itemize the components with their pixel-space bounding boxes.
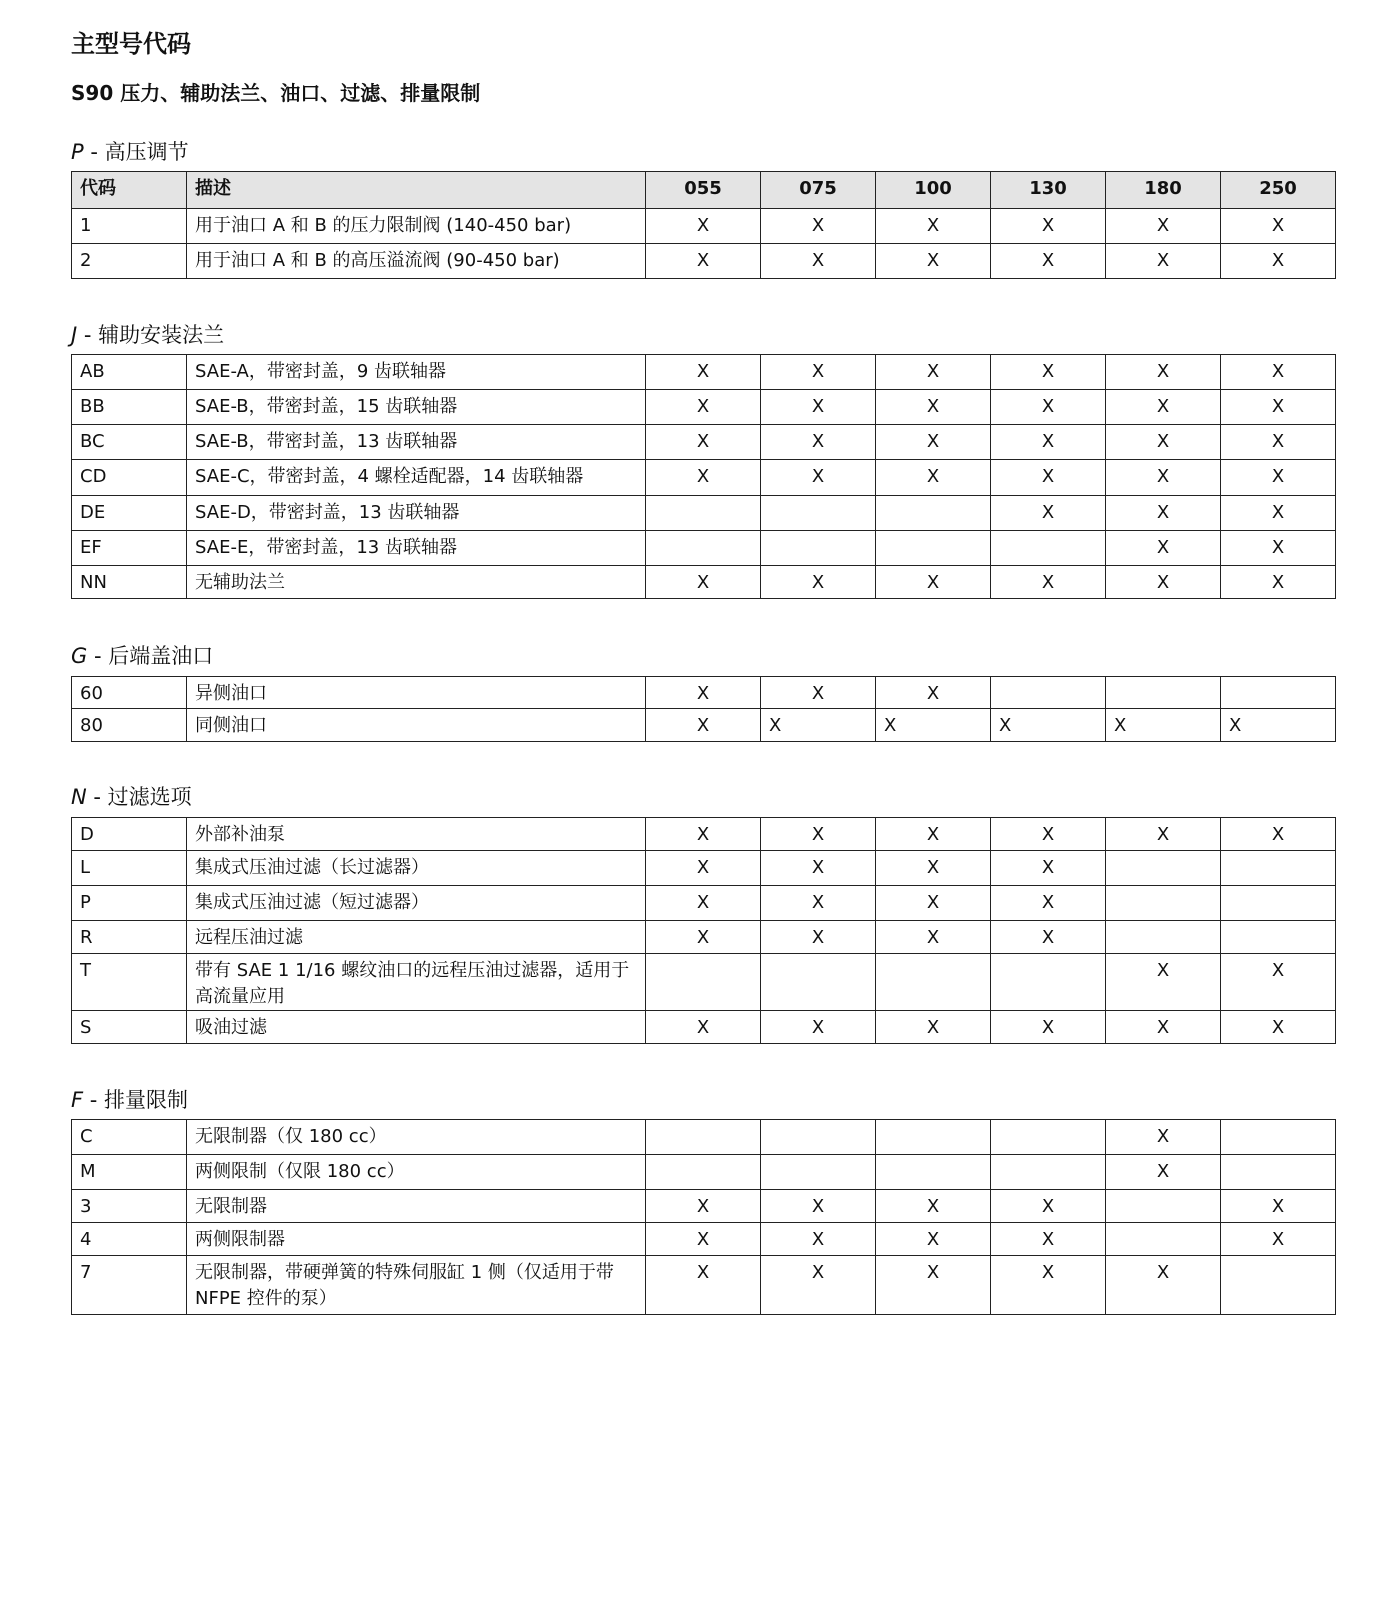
- cell-availability-180: [1106, 1190, 1221, 1223]
- cell-description: 两侧限制器: [187, 1223, 646, 1256]
- cell-availability-180: [1106, 677, 1221, 709]
- cell-availability-130: X: [991, 1190, 1106, 1223]
- cell-availability-180: [1106, 1223, 1221, 1256]
- cell-availability-075: X: [761, 209, 876, 244]
- cell-availability-055: X: [646, 1223, 761, 1256]
- cell-availability-130: X: [991, 1011, 1106, 1044]
- cell-availability-130: X: [991, 709, 1106, 742]
- section-code-letter: F: [71, 1088, 84, 1112]
- cell-availability-075: [761, 1155, 876, 1190]
- cell-code: 3: [72, 1190, 187, 1223]
- cell-availability-100: [876, 1120, 991, 1155]
- cell-availability-250: X: [1221, 954, 1336, 1011]
- cell-availability-055: [646, 531, 761, 566]
- cell-availability-075: X: [761, 1223, 876, 1256]
- cell-availability-180: X: [1106, 1120, 1221, 1155]
- cell-availability-075: X: [761, 851, 876, 886]
- cell-availability-130: [991, 677, 1106, 709]
- cell-availability-180: X: [1106, 496, 1221, 531]
- cell-availability-075: X: [761, 709, 876, 742]
- cell-code: T: [72, 954, 187, 1011]
- cell-availability-180: X: [1106, 425, 1221, 460]
- cell-availability-055: [646, 496, 761, 531]
- cell-availability-250: [1221, 886, 1336, 921]
- header-size-075: 075: [761, 172, 876, 209]
- table-row: [72, 496, 1336, 531]
- cell-availability-100: [876, 954, 991, 1011]
- cell-availability-075: X: [761, 390, 876, 425]
- cell-availability-075: X: [761, 460, 876, 496]
- cell-availability-250: X: [1221, 818, 1336, 851]
- cell-availability-250: X: [1221, 460, 1336, 496]
- header-size-180: 180: [1106, 172, 1221, 209]
- section-heading-g: [71, 640, 213, 670]
- cell-description: 吸油过滤: [187, 1011, 646, 1044]
- cell-availability-250: X: [1221, 355, 1336, 390]
- section-code-letter: G: [71, 644, 88, 668]
- cell-code: NN: [72, 566, 187, 599]
- cell-code: 1: [72, 209, 187, 244]
- cell-availability-180: [1106, 851, 1221, 886]
- cell-availability-250: X: [1221, 1190, 1336, 1223]
- section-title: 高压调节: [104, 140, 189, 164]
- table-row: [72, 677, 1336, 709]
- cell-availability-100: X: [876, 818, 991, 851]
- header-size-100: 100: [876, 172, 991, 209]
- cell-availability-180: X: [1106, 818, 1221, 851]
- cell-code: D: [72, 818, 187, 851]
- section-heading-p: [71, 136, 189, 166]
- cell-description: 异侧油口: [187, 677, 646, 709]
- cell-availability-250: X: [1221, 709, 1336, 742]
- cell-availability-100: X: [876, 709, 991, 742]
- cell-code: 60: [72, 677, 187, 709]
- cell-availability-180: X: [1106, 1256, 1221, 1315]
- cell-availability-250: [1221, 1155, 1336, 1190]
- section-heading-f: [71, 1084, 188, 1114]
- cell-availability-075: X: [761, 818, 876, 851]
- cell-availability-250: X: [1221, 1223, 1336, 1256]
- cell-availability-075: X: [761, 425, 876, 460]
- section-title: 后端盖油口: [108, 644, 214, 668]
- cell-availability-100: X: [876, 390, 991, 425]
- cell-availability-100: [876, 531, 991, 566]
- cell-description: SAE-A，带密封盖，9 齿联轴器: [187, 355, 646, 390]
- cell-availability-180: X: [1106, 460, 1221, 496]
- table-row: [72, 921, 1336, 954]
- cell-availability-130: X: [991, 921, 1106, 954]
- cell-description: SAE-B，带密封盖，15 齿联轴器: [187, 390, 646, 425]
- options-table-g: [71, 676, 1336, 742]
- cell-availability-100: [876, 496, 991, 531]
- cell-availability-075: X: [761, 1011, 876, 1044]
- header-size-055: 055: [646, 172, 761, 209]
- cell-description: 远程压油过滤: [187, 921, 646, 954]
- cell-availability-100: X: [876, 677, 991, 709]
- cell-availability-180: X: [1106, 531, 1221, 566]
- section-title: 过滤选项: [107, 785, 192, 809]
- cell-availability-250: X: [1221, 425, 1336, 460]
- table-row: [72, 460, 1336, 496]
- cell-availability-180: X: [1106, 709, 1221, 742]
- cell-availability-055: [646, 1120, 761, 1155]
- cell-availability-250: X: [1221, 244, 1336, 279]
- section-separator: -: [83, 140, 105, 164]
- cell-code: 80: [72, 709, 187, 742]
- cell-code: 4: [72, 1223, 187, 1256]
- cell-availability-130: X: [991, 1223, 1106, 1256]
- cell-availability-055: X: [646, 921, 761, 954]
- cell-availability-075: X: [761, 886, 876, 921]
- cell-code: S: [72, 1011, 187, 1044]
- cell-description: SAE-D，带密封盖，13 齿联轴器: [187, 496, 646, 531]
- cell-availability-075: X: [761, 921, 876, 954]
- cell-availability-130: X: [991, 496, 1106, 531]
- table-row: [72, 1223, 1336, 1256]
- cell-availability-075: [761, 954, 876, 1011]
- cell-availability-055: X: [646, 886, 761, 921]
- cell-code: AB: [72, 355, 187, 390]
- cell-availability-100: [876, 1155, 991, 1190]
- cell-availability-180: X: [1106, 209, 1221, 244]
- cell-availability-055: X: [646, 1256, 761, 1315]
- cell-description: SAE-C，带密封盖，4 螺栓适配器，14 齿联轴器: [187, 460, 646, 496]
- header-size-130: 130: [991, 172, 1106, 209]
- table-row: [72, 709, 1336, 742]
- cell-code: L: [72, 851, 187, 886]
- section-title: 排量限制: [104, 1088, 189, 1112]
- cell-availability-180: X: [1106, 244, 1221, 279]
- header-code: 代码: [72, 172, 187, 209]
- page-subtitle: S90 压力、辅助法兰、油口、过滤、排量限制: [71, 81, 481, 105]
- cell-availability-130: [991, 1120, 1106, 1155]
- cell-code: 2: [72, 244, 187, 279]
- cell-availability-130: X: [991, 390, 1106, 425]
- options-table-n: [71, 817, 1336, 1044]
- cell-availability-250: [1221, 1256, 1336, 1315]
- table-row: [72, 886, 1336, 921]
- cell-availability-075: [761, 1120, 876, 1155]
- cell-availability-130: X: [991, 818, 1106, 851]
- cell-availability-180: X: [1106, 355, 1221, 390]
- cell-availability-075: X: [761, 244, 876, 279]
- options-table-j: [71, 354, 1336, 599]
- table-row: [72, 1190, 1336, 1223]
- cell-availability-130: X: [991, 244, 1106, 279]
- cell-description: 集成式压油过滤（长过滤器）: [187, 851, 646, 886]
- cell-description: 两侧限制（仅限 180 cc）: [187, 1155, 646, 1190]
- cell-availability-180: [1106, 921, 1221, 954]
- cell-availability-055: X: [646, 355, 761, 390]
- table-row: [72, 1155, 1336, 1190]
- cell-availability-130: X: [991, 460, 1106, 496]
- cell-availability-055: X: [646, 709, 761, 742]
- cell-availability-075: [761, 531, 876, 566]
- cell-code: BB: [72, 390, 187, 425]
- cell-availability-055: X: [646, 244, 761, 279]
- section-title: 辅助安装法兰: [98, 323, 225, 347]
- section-heading-n: [71, 781, 192, 811]
- cell-availability-250: [1221, 921, 1336, 954]
- cell-description: 无辅助法兰: [187, 566, 646, 599]
- table-header-row: [72, 172, 1336, 209]
- cell-availability-250: X: [1221, 390, 1336, 425]
- cell-availability-130: X: [991, 886, 1106, 921]
- cell-availability-100: X: [876, 566, 991, 599]
- cell-availability-055: X: [646, 1190, 761, 1223]
- cell-availability-130: X: [991, 566, 1106, 599]
- cell-availability-130: X: [991, 851, 1106, 886]
- cell-availability-180: [1106, 886, 1221, 921]
- cell-description: 带有 SAE 1 1/16 螺纹油口的远程压油过滤器，适用于高流量应用: [187, 954, 646, 1011]
- cell-availability-180: X: [1106, 390, 1221, 425]
- section-code-letter: N: [71, 785, 87, 809]
- cell-availability-250: X: [1221, 566, 1336, 599]
- table-row: [72, 1011, 1336, 1044]
- cell-availability-180: X: [1106, 1011, 1221, 1044]
- cell-availability-055: [646, 1155, 761, 1190]
- cell-availability-075: X: [761, 566, 876, 599]
- table-row: [72, 1120, 1336, 1155]
- cell-availability-180: X: [1106, 1155, 1221, 1190]
- table-row: [72, 954, 1336, 1011]
- table-row: [72, 531, 1336, 566]
- cell-availability-055: [646, 954, 761, 1011]
- cell-availability-055: X: [646, 209, 761, 244]
- cell-availability-250: X: [1221, 496, 1336, 531]
- table-row: [72, 851, 1336, 886]
- table-row: [72, 566, 1336, 599]
- cell-availability-100: X: [876, 886, 991, 921]
- cell-description: 外部补油泵: [187, 818, 646, 851]
- cell-availability-100: X: [876, 460, 991, 496]
- cell-availability-055: X: [646, 1011, 761, 1044]
- cell-availability-055: X: [646, 460, 761, 496]
- cell-availability-100: X: [876, 851, 991, 886]
- cell-code: P: [72, 886, 187, 921]
- cell-availability-075: X: [761, 1256, 876, 1315]
- cell-availability-055: X: [646, 818, 761, 851]
- header-size-250: 250: [1221, 172, 1336, 209]
- cell-availability-250: [1221, 1120, 1336, 1155]
- cell-availability-130: X: [991, 209, 1106, 244]
- cell-availability-130: [991, 954, 1106, 1011]
- cell-availability-075: X: [761, 677, 876, 709]
- cell-availability-100: X: [876, 244, 991, 279]
- cell-description: 用于油口 A 和 B 的压力限制阀 (140-450 bar): [187, 209, 646, 244]
- cell-availability-250: X: [1221, 531, 1336, 566]
- cell-description: 无限制器，带硬弹簧的特殊伺服缸 1 侧（仅适用于带 NFPE 控件的泵）: [187, 1256, 646, 1315]
- table-row: [72, 244, 1336, 279]
- cell-availability-180: X: [1106, 954, 1221, 1011]
- cell-availability-100: X: [876, 355, 991, 390]
- cell-description: SAE-E，带密封盖，13 齿联轴器: [187, 531, 646, 566]
- options-table-p: [71, 171, 1336, 279]
- section-code-letter: J: [71, 323, 78, 347]
- cell-availability-250: [1221, 677, 1336, 709]
- cell-availability-100: X: [876, 1256, 991, 1315]
- section-separator: -: [83, 1088, 105, 1112]
- cell-description: SAE-B，带密封盖，13 齿联轴器: [187, 425, 646, 460]
- table-row: [72, 818, 1336, 851]
- cell-code: EF: [72, 531, 187, 566]
- cell-code: M: [72, 1155, 187, 1190]
- table-row: [72, 1256, 1336, 1315]
- cell-code: C: [72, 1120, 187, 1155]
- cell-availability-100: X: [876, 1190, 991, 1223]
- cell-code: CD: [72, 460, 187, 496]
- cell-description: 无限制器（仅 180 cc）: [187, 1120, 646, 1155]
- cell-availability-100: X: [876, 425, 991, 460]
- cell-description: 同侧油口: [187, 709, 646, 742]
- cell-availability-130: X: [991, 425, 1106, 460]
- cell-availability-100: X: [876, 1223, 991, 1256]
- cell-availability-055: X: [646, 677, 761, 709]
- cell-availability-075: [761, 496, 876, 531]
- cell-availability-075: X: [761, 355, 876, 390]
- cell-description: 无限制器: [187, 1190, 646, 1223]
- cell-availability-250: [1221, 851, 1336, 886]
- page-title: 主型号代码: [71, 30, 191, 58]
- section-separator: -: [86, 785, 108, 809]
- cell-code: 7: [72, 1256, 187, 1315]
- section-code-letter: P: [71, 140, 84, 164]
- cell-availability-055: X: [646, 425, 761, 460]
- cell-availability-055: X: [646, 566, 761, 599]
- cell-availability-130: X: [991, 355, 1106, 390]
- header-description: 描述: [187, 172, 646, 209]
- section-separator: -: [87, 644, 109, 668]
- table-row: [72, 209, 1336, 244]
- cell-availability-075: X: [761, 1190, 876, 1223]
- cell-availability-100: X: [876, 1011, 991, 1044]
- cell-code: DE: [72, 496, 187, 531]
- cell-availability-130: [991, 1155, 1106, 1190]
- section-separator: -: [77, 323, 99, 347]
- cell-description: 集成式压油过滤（短过滤器）: [187, 886, 646, 921]
- cell-availability-100: X: [876, 209, 991, 244]
- cell-availability-130: X: [991, 1256, 1106, 1315]
- table-row: [72, 355, 1336, 390]
- section-heading-j: [71, 319, 224, 349]
- cell-availability-100: X: [876, 921, 991, 954]
- cell-code: R: [72, 921, 187, 954]
- cell-availability-130: [991, 531, 1106, 566]
- table-row: [72, 390, 1336, 425]
- cell-code: BC: [72, 425, 187, 460]
- cell-availability-055: X: [646, 851, 761, 886]
- cell-availability-250: X: [1221, 1011, 1336, 1044]
- cell-availability-180: X: [1106, 566, 1221, 599]
- cell-availability-055: X: [646, 390, 761, 425]
- cell-availability-250: X: [1221, 209, 1336, 244]
- cell-description: 用于油口 A 和 B 的高压溢流阀 (90-450 bar): [187, 244, 646, 279]
- options-table-f: [71, 1119, 1336, 1315]
- table-row: [72, 425, 1336, 460]
